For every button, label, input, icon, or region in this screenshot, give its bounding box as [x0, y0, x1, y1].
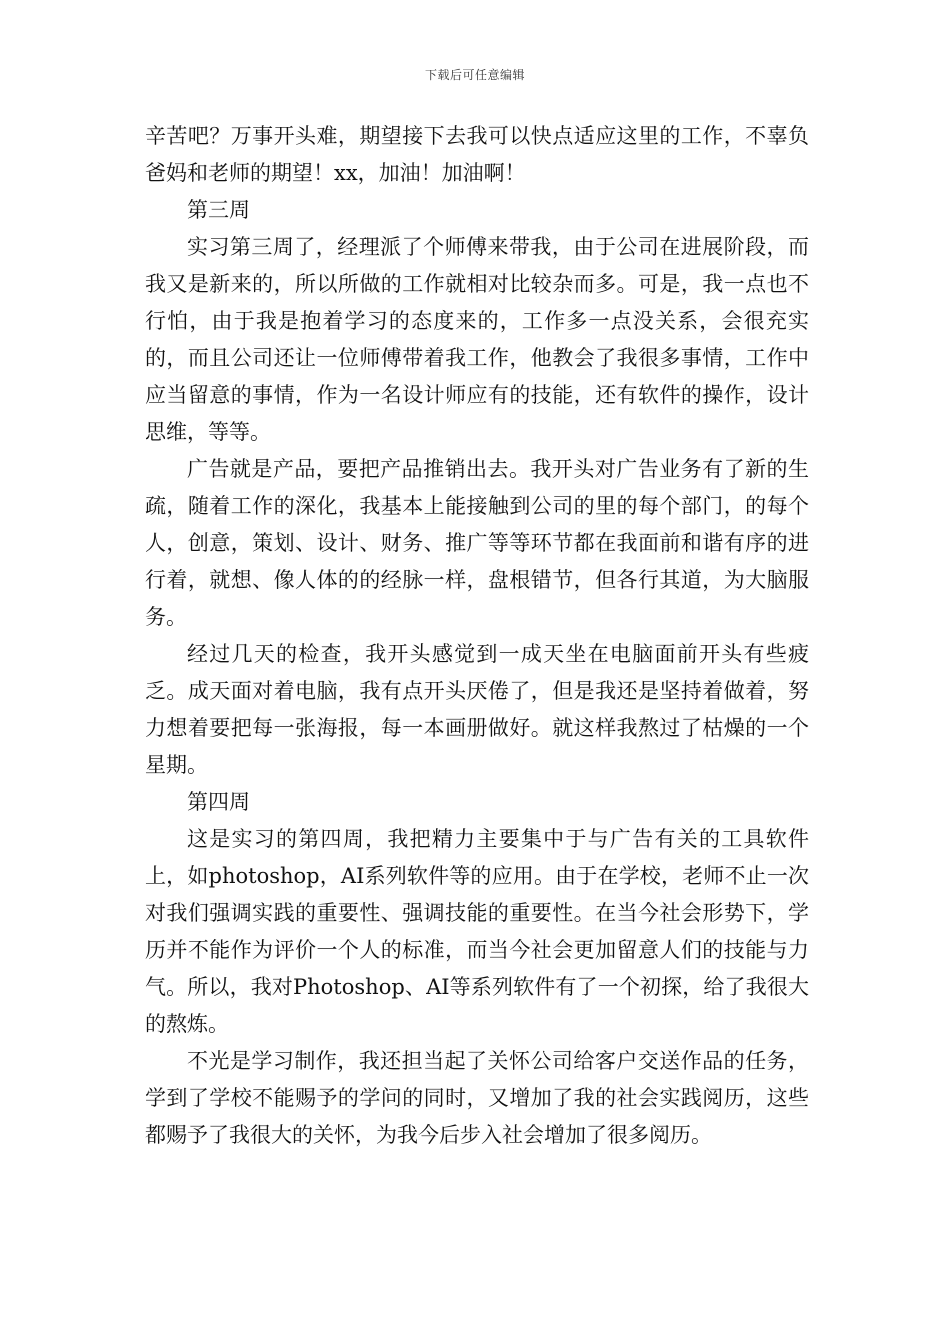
paragraph: 不光是学习制作，我还担当起了关怀公司给客户交送作品的任务，学到了学校不能赐予的学问的同时，又增加了我的社会实践阅历，这些都赐予了我很大的关怀，为我今后步入社会增加了很多阅历。 — [145, 1049, 809, 1147]
paragraph: 这是实习的第四周，我把精力主要集中于与广告有关的工具软件上，如photoshop，AI系列软件等的应用。由于在学校，老师不止一次对我们强调实践的重要性、强调技能的重要性。在当今社会形势下，学历并不能作为评价一个人的标准，而当今社会更加留意人们的技能与力气。所以，我对Photoshop、AI等系列软件有了一个初探，给了我很大的熬炼。 — [145, 827, 809, 1036]
paragraph: 广告就是产品，要把产品推销出去。我开头对广告业务有了新的生疏，随着工作的深化，我基本上能接触到公司的里的每个部门，的每个人，创意，策划、设计、财务、推广等等环节都在我面前和谐有序的进行着，就想、像人体的的经脉一样，盘根错节，但各行其道，为大脑服务。 — [145, 457, 809, 629]
paragraph: 经过几天的检查，我开头感觉到一成天坐在电脑面前开头有些疲乏。成天面对着电脑，我有点开头厌倦了，但是我还是坚持着做着，努力想着要把每一张海报，每一本画册做好。就这样我熬过了枯燥的一个星期。 — [145, 642, 809, 777]
paragraph-continuation: 辛苦吧？万事开头难，期望接下去我可以快点适应这里的工作，不辜负爸妈和老师的期望！xx，加油！加油啊！ — [145, 124, 809, 185]
section-heading-week3: 第三周 — [187, 198, 250, 222]
paragraph: 实习第三周了，经理派了个师傅来带我，由于公司在进展阶段，而我又是新来的，所以所做的工作就相对比较杂而多。可是，我一点也不行怕，由于我是抱着学习的态度来的，工作多一点没关系，会很充实的，而且公司还让一位师傅带着我工作，他教会了我很多事情，工作中应当留意的事情，作为一名设计师应有的技能，还有软件的操作，设计思维，等等。 — [145, 235, 809, 444]
section-heading-week4: 第四周 — [187, 790, 250, 814]
document-body — [145, 118, 809, 1154]
page-header: 下载后可任意编辑 — [424, 68, 525, 82]
